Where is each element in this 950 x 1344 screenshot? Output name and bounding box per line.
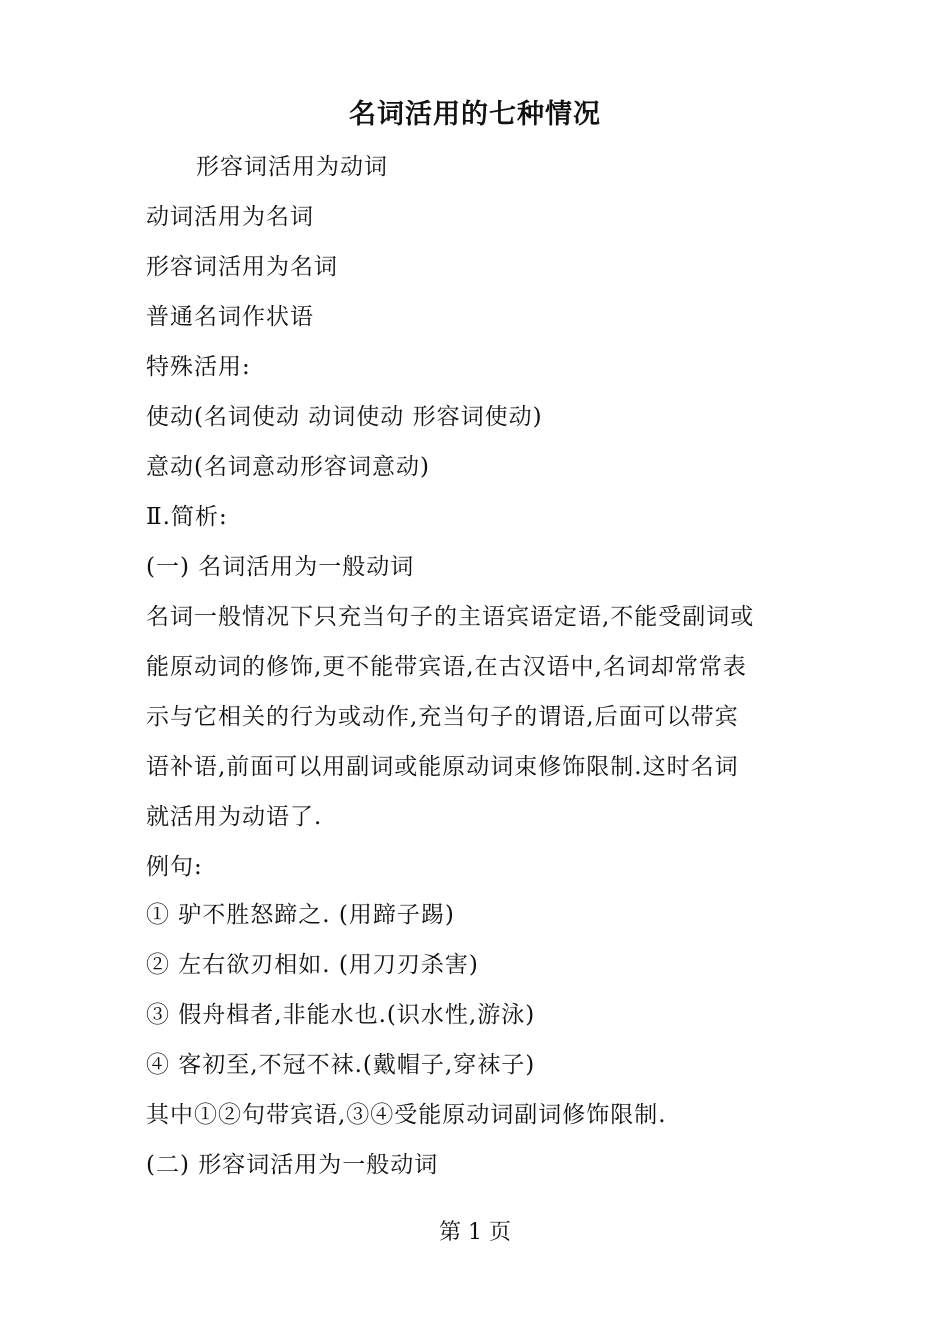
body-line: 意动(名词意动形容词意动) bbox=[146, 454, 430, 480]
body-line-indented: 形容词活用为动词 bbox=[196, 154, 388, 180]
paragraph-line: 名词一般情况下只充当句子的主语宾语定语,不能受副词或 bbox=[146, 604, 755, 630]
body-line: 特殊活用: bbox=[146, 354, 251, 380]
example-item: ① 驴不胜怒蹄之. (用蹄子踢) bbox=[146, 902, 455, 928]
example-item: ③ 假舟楫者,非能水也.(识水性,游泳) bbox=[146, 1002, 536, 1028]
paragraph-line: 示与它相关的行为或动作,充当句子的谓语,后面可以带宾 bbox=[146, 704, 739, 730]
page-title: 名词活用的七种情况 bbox=[349, 99, 601, 130]
body-line: 其中①②句带宾语,③④受能原动词副词修饰限制. bbox=[146, 1102, 667, 1128]
body-line: 使动(名词使动 动词使动 形容词使动) bbox=[146, 404, 543, 430]
subsection-heading: (二) 形容词活用为一般动词 bbox=[146, 1152, 439, 1178]
paragraph-line: 能原动词的修饰,更不能带宾语,在古汉语中,名词却常常表 bbox=[146, 654, 747, 680]
examples-label: 例句: bbox=[146, 854, 203, 880]
body-line: 普通名词作状语 bbox=[146, 304, 314, 330]
section-heading: Ⅱ.简析: bbox=[146, 504, 228, 530]
example-item: ② 左右欲刃相如. (用刀刃杀害) bbox=[146, 952, 479, 978]
subsection-heading: (一) 名词活用为一般动词 bbox=[146, 554, 415, 580]
example-item: ④ 客初至,不冠不袜.(戴帽子,穿袜子) bbox=[146, 1052, 536, 1078]
page-footer: 第 1 页 bbox=[439, 1220, 511, 1245]
body-line: 形容词活用为名词 bbox=[146, 254, 338, 280]
paragraph-line: 就活用为动语了. bbox=[146, 804, 323, 830]
paragraph-line: 语补语,前面可以用副词或能原动词束修饰限制.这时名词 bbox=[146, 754, 739, 780]
body-line: 动词活用为名词 bbox=[146, 204, 314, 230]
